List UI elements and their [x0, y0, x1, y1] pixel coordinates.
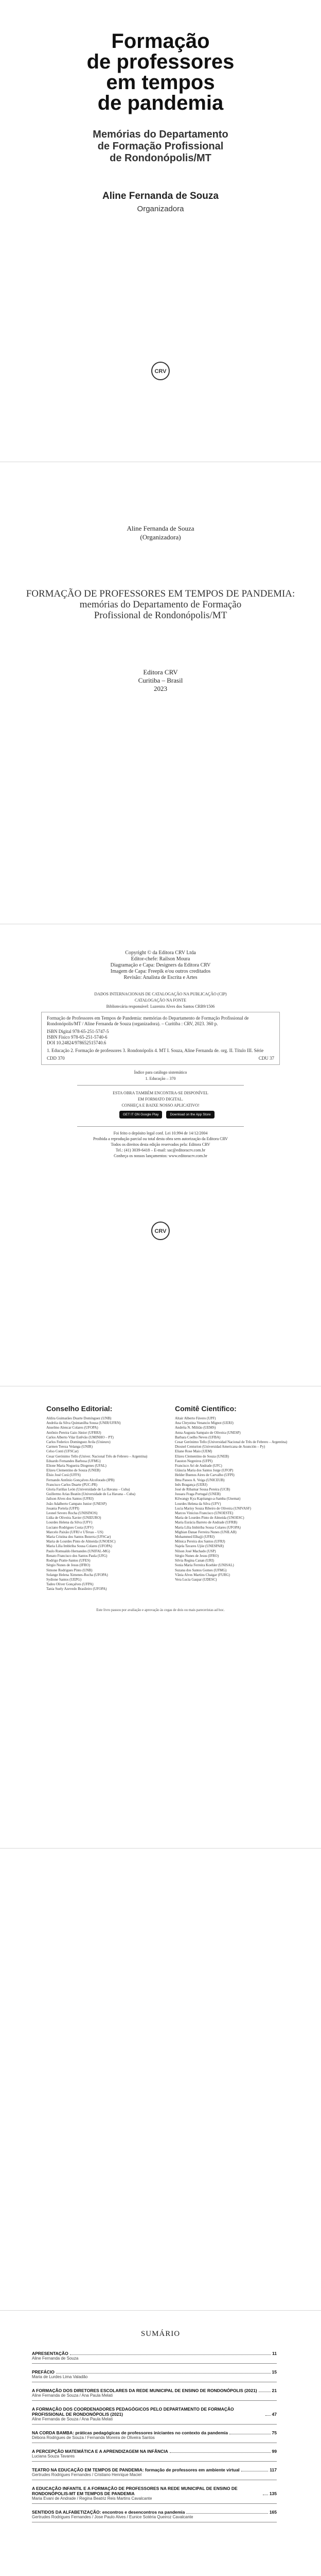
council-member: Sérgio Nunes de Jesus (IFRO) [175, 1553, 219, 1558]
council-member: Elione Maria Nogueira Diogenes (UFAL) [46, 1464, 106, 1468]
toc-dot-leader [56, 2373, 271, 2374]
toc-rule [32, 2400, 277, 2401]
council-member: Lourdes Helena da Silva (UFV) [46, 1520, 93, 1525]
peer-review-note: Este livro passou por avaliação e aprovação às cegas de dois ou mais pareceristas ad hoc. [96, 1608, 225, 1612]
toc-dot-leader [186, 2513, 268, 2514]
council-member: Helder Buenos Aires de Carvalho (UFPI) [175, 1473, 235, 1478]
council-member: Josania Portela (UFPI) [46, 1506, 79, 1511]
councils-page [0, 1386, 321, 1849]
cip-header: DADOS INTERNACIONAIS DE CATALOGAÇÃO NA PUBLICAÇÃO (CIP) CATALOGAÇÃO NA FONTE Bibliotecária responsável: Luzenira Alves dos Santos CRB9/1506 [94, 992, 227, 1009]
council-member: Cesar Gerónimo Tello (Universidad Nacional de Três de Febrero – Argentina) [175, 1440, 288, 1445]
svg-text:CRV: CRV [154, 368, 167, 375]
editorial-council-title: Conselho Editorial: [46, 1404, 113, 1413]
toc-entry[interactable] [32, 2369, 277, 2382]
toc-rule [32, 2363, 277, 2364]
council-member: Carlos Alberto Vilar Estêvão (UMINHO – PT) [46, 1435, 114, 1439]
toc-entry-authors: Aline Fernanda de Souza / Ana Paula Melati [32, 2393, 113, 2398]
council-member: Celso Conti (UFSCar) [46, 1449, 79, 1454]
council-member: Sydione Santos (UEPG) [46, 1577, 82, 1582]
toc-entry-title: PREFÁCIO [32, 2369, 55, 2375]
toc-rule [32, 2461, 277, 2462]
council-member: Simone Rodrigues Pinto (UNB) [46, 1568, 93, 1572]
council-member: Vânia Alves Martins Chaigar (FURG) [175, 1572, 230, 1577]
council-member: Maria Lília Imbiriba Sousa Colares (UFOPA) [46, 1544, 112, 1549]
toc-entry-authors: Gertrudes Rodrigues Fernandes / Jose Paulo Alves / Eunice Sotéria Queiroz Cavalcante [32, 2515, 193, 2519]
toc-entry-authors: Maria Evani de Andrade / Regina Beatriz Reis Martins Cavalcante [32, 2496, 152, 2501]
summary-title: SUMÁRIO [140, 2330, 181, 2338]
council-member: Francisco Ari de Andrade (UFC) [175, 1464, 222, 1468]
toc-entry-authors: Maria de Lurdes Lima Valadão [32, 2375, 88, 2379]
scientific-committee-list [175, 1416, 288, 1582]
council-member: Jailson Alves dos Santos (UFRJ) [46, 1497, 94, 1501]
toc-entry-title: A FORMAÇÃO DOS COORDENADORES PEDAGÓGICOS PELO DEPARTAMENTO DE FORMAÇÃO PROFISSIONAL DE RONDONÓPOLIS (2021) [32, 2406, 234, 2417]
toc-rule [32, 2424, 277, 2425]
toc-entry-authors: Débora Rodrigues de Souza / Fernanda Moreira de Oliveira Santos [32, 2435, 155, 2440]
council-member: Gloria Fariñas León (Universidade de La Havana – Cuba) [46, 1487, 130, 1492]
council-member: Renato Francisco dos Santos Paula (UFG) [46, 1553, 108, 1558]
council-member: Eduardo Fernandes Barbosa (UFMG) [46, 1459, 101, 1463]
cover-title: Formação de professores em tempos de pandemia [86, 30, 235, 114]
cover-author: Aline Fernanda de Souza [102, 191, 219, 201]
toc-entry-title: TEATRO NA EDUCAÇÃO EM TEMPOS DE PANDEMIA: formação de professores em ambiente virtual [32, 2467, 240, 2472]
council-member: João Adalberto Campato Junior (UNESP) [46, 1501, 107, 1506]
council-member: Tadeu Oliver Gonçalves (UFPA) [46, 1582, 94, 1587]
council-member: Mônica Pereira dos Santos (UFRJ) [175, 1539, 225, 1544]
council-member: Andréia da Silva Quintanilha Sousa (UNIR/UFRN) [46, 1421, 121, 1426]
toc-dot-leader [170, 2452, 271, 2453]
council-member: Andréia N. Militão (UEMS) [175, 1426, 216, 1430]
toc-entry-page: 99 [272, 2449, 277, 2454]
council-member: Elizeu Clementino de Souza (UNEB) [46, 1468, 100, 1473]
google-play-badge[interactable]: GET IT ON Google Play [119, 1111, 162, 1118]
scientific-committee-title: Comitê Científico: [175, 1404, 237, 1413]
toc-entry-page: 135 [269, 2491, 277, 2496]
half-title-title: FORMAÇÃO DE PROFESSORES EM TEMPOS DE PANDEMIA: memórias do Departamento de Formação Profissional de Rondonópolis/MT [26, 588, 295, 621]
council-member: Marcelo Paixão (UFRJ e UTexas – US) [46, 1530, 103, 1534]
council-member: Inês Bragança (UERJ) [175, 1482, 207, 1487]
toc-entry-title: A FORMAÇÃO DOS DIRETORES ESCOLARES DA REDE MUNICIPAL DE ENSINO DE RONDONÓPOLIS (2021) [32, 2388, 257, 2393]
council-member: Mohammed Elhajji (UFRJ) [175, 1535, 215, 1539]
council-member: Cesar Gerónimo Tello (Univer. Nacional Três de Febrero – Argentina) [46, 1454, 148, 1459]
toc-entry[interactable] [32, 2406, 277, 2425]
council-member: Maria Cristina dos Santos Bezerra (UFSCar) [46, 1535, 111, 1539]
cover-role: Organizadora [137, 205, 184, 213]
toc-entry-page: 75 [272, 2430, 277, 2435]
council-member: Francisco Carlos Duarte (PUC-PR) [46, 1482, 97, 1487]
council-member: Kilwangy Kya Kapitango-a-Samba (Unemat) [175, 1497, 241, 1501]
council-member: Leonel Severo Rocha (UNISINOS) [46, 1511, 98, 1516]
council-member: Carlos Federico Dominguez Avila (Unieuro) [46, 1440, 111, 1445]
council-member: Jussara Fraga Portugal (UNEB) [175, 1492, 221, 1497]
council-member: Aldira Guimarães Duarte Domínguez (UNB) [46, 1416, 112, 1420]
council-member: Diosnel Centurion (Universidad Americana de Asunción – Py) [175, 1445, 265, 1449]
divider [77, 1126, 244, 1127]
council-member: Nilson José Machado (USP) [175, 1549, 216, 1553]
council-member: Maria Lília Imbiriba Sousa Colares (UFOPA) [175, 1525, 241, 1530]
council-member: Maria de Lourdes Pinto de Almeida (UNOESC) [175, 1516, 244, 1520]
editorial-council-list [46, 1416, 148, 1592]
catalog-index: Índice para catálogo sistemático 1. Educação – 370 [134, 1070, 187, 1081]
council-member: Míghian Danae Ferreira Nunes (UNILAB) [175, 1530, 237, 1534]
toc-entry[interactable] [32, 2510, 277, 2522]
toc-entry-page: 165 [269, 2510, 277, 2515]
toc-entry-title: NA CORDA BAMBA: práticas pedagógicas de professores iniciantes no contexto da pandemia [32, 2430, 228, 2435]
council-member: Antônio Pereira Gaio Júnior (UFRRJ) [46, 1430, 101, 1435]
toc-entry[interactable] [32, 2388, 277, 2401]
council-member: Fauston Negreiros (UFPI) [175, 1459, 213, 1463]
council-member: Gláucia Maria dos Santos Jorge (UFOP) [175, 1468, 234, 1473]
council-member: Maria de Lourdes Pinto de Almeida (UNOESC) [46, 1539, 116, 1544]
half-title-publisher: Editora CRV Curitiba – Brasil 2023 [138, 668, 183, 692]
council-member: Altair Alberto Fávero (UPF) [175, 1416, 216, 1420]
app-store-badge[interactable]: Download on the App Store [166, 1111, 214, 1118]
council-member: Maria Eurácia Barreto de Andrade (UFRB) [175, 1520, 238, 1525]
toc-entry[interactable] [32, 2449, 277, 2462]
toc-entry-authors: Luciana Souza Tavares [32, 2454, 75, 2459]
council-member: Élsio José Corá (UFFS) [46, 1473, 81, 1478]
cip-box: Formação de Professores em Tempos de Pandemia: memórias do Departamento de Formação Profissional de Rondonópolis/MT / Aline Fernanda de Souza (organizadora). – Curitiba : CRV, 2023. 360 p. ISBN Digital 978-65-251-5747-5 ISBN Físico 978-65-251-5740-6 DOI 10.24824/978652515740.6 1. Educação 2. Formação de professores 3. Rondonópolis 4. MT I. Souza, Aline Fernanda de. org. II. Título III. Série CDD 370 CDU 37 [41, 1012, 280, 1065]
council-member: Guillermo Arias Beatón (Universidade de La Havana – Cuba) [46, 1492, 136, 1497]
cdd-code: CDD 370 [47, 1056, 65, 1061]
crv-logo-icon [150, 1221, 171, 1241]
toc-entry[interactable] [32, 2467, 277, 2480]
toc-entry-page: 15 [272, 2369, 277, 2375]
summary-page-1 [0, 2311, 321, 2576]
half-title-author: Aline Fernanda de Souza (Organizadora) [127, 524, 194, 541]
half-title-page [0, 462, 321, 924]
council-member: Sonia Maria Ferreira Koehler (UNISAL) [175, 1563, 234, 1568]
council-member: Silvia Regina Canan (URI) [175, 1558, 215, 1563]
toc-list-1 [32, 2351, 277, 2528]
publisher-contact: Foi feito o depósito legal conf. Lei 10.994 de 14/12/2004 Proibida a reprodução parcial ou total desta obra sem autorização da Editora CRV Todos os direitos desta edição reservados pela: Editora CRV Tel.: (41) 3039-6418 – E-mail: sac@editoracrv.com.br Conheça os nossos lançamentos: www.editoracrv.com.br [93, 1131, 228, 1158]
council-member: Paulo Romualdo Hernandes (UNIFAL-MG) [46, 1549, 110, 1553]
toc-entry[interactable] [32, 2351, 277, 2364]
council-member: Ana Chrystina Venancio Mignot (UERJ) [175, 1421, 234, 1426]
toc-entry-title: A PERCEPÇÃO MATEMÁTICA E A APRENDIZAGEM NA INFÂNCIA [32, 2449, 168, 2454]
council-member: Elizeu Clementino de Souza (UNEB) [175, 1454, 229, 1459]
svg-text:CRV: CRV [154, 1228, 167, 1234]
toc-entry[interactable] [32, 2430, 277, 2443]
council-member: José de Ribamar Sousa Pereira (UCB) [175, 1487, 230, 1492]
toc-entry-title: APRESENTAÇÃO [32, 2351, 68, 2356]
blank-page [0, 1849, 321, 2311]
toc-entry-authors: Gertrudes Rodrigues Fernandes / Cristiano Henrique Maciel [32, 2472, 141, 2477]
council-member: Carmen Tereza Velanga (UNIR) [46, 1445, 93, 1449]
toc-entry-page: 117 [270, 2467, 277, 2472]
council-member: Solange Helena Ximenes-Rocha (UFOPA) [46, 1572, 108, 1577]
council-member: Lourdes Helena da Silva (UFV) [175, 1501, 221, 1506]
divider [77, 1085, 244, 1086]
council-member: Rodrigo Pratte-Santos (UFES) [46, 1558, 91, 1563]
toc-entry-page: 11 [272, 2351, 277, 2356]
council-member: Lucia Marisy Souza Ribeiro de Oliveira (UNIVASF) [175, 1506, 252, 1511]
toc-entry[interactable] [32, 2486, 277, 2504]
cover-subtitle: Memórias do Departamento de Formação Profissional de Rondonópolis/MT [93, 129, 228, 164]
copyright-credits: Copyright © da Editora CRV Ltda Editor-chefe: Railson Moura Diagramação e Capa: Designers da Editora CRV Imagem de Capa: Freepik e/ou outros creditados Revisão: Analista de Escrita e Artes [110, 950, 211, 980]
council-member: Suzana dos Santos Gomes (UFMG) [175, 1568, 227, 1572]
toc-entry-page: 47 [272, 2412, 277, 2417]
council-member: Vera Lucia Gaspar (UDESC) [175, 1577, 217, 1582]
council-member: Lídia de Oliveira Xavier (UNIEURO) [46, 1516, 101, 1520]
toc-entry-authors: Aline Fernanda de Souza / Ana Paula Melati [32, 2417, 113, 2421]
toc-entry-title: SENTIDOS DA ALFABETIZAÇÃO: encontros e desencontros na pandemia [32, 2510, 185, 2515]
council-member: Luciano Rodrigues Costa (UFV) [46, 1525, 94, 1530]
toc-entry-title: A EDUCAÇÃO INFANTIL E A FORMAÇÃO DE PROFESSORES NA REDE MUNICIPAL DE ENSINO DE RONDONÓPOLIS-MT EM TEMPOS DE PANDEMIA [32, 2486, 238, 2496]
app-badges [119, 1111, 215, 1118]
copyright-page [0, 924, 321, 1386]
council-member: Fernando Antônio Gonçalves Alcoforado (IPB) [46, 1478, 115, 1482]
toc-dot-leader [70, 2354, 271, 2355]
council-member: Anna Augusta Sampaio de Oliveira (UNESP) [175, 1430, 241, 1435]
council-member: Eliane Rose Maio (UEM) [175, 1449, 212, 1454]
council-member: Marcos Vinicius Francisco (UNOESTE) [175, 1511, 234, 1516]
toc-dot-leader [265, 2415, 271, 2416]
council-member: Tania Suely Azevedo Brasileiro (UFOPA) [46, 1587, 107, 1591]
council-member: Barbara Coelho Neves (UFBA) [175, 1435, 221, 1439]
digital-notice: ESTA OBRA TAMBÉM ENCONTRA-SE DISPONÍVEL EM FORMATO DIGITAL. CONHEÇA E BAIXE NOSSO APLICATIVO! [113, 1091, 208, 1108]
toc-entry-authors: Aline Fernanda de Souza [32, 2356, 79, 2361]
council-member: Najela Tavares Ujiie (UNESPAR) [175, 1544, 224, 1549]
council-member: Sérgio Nunes de Jesus (IFRO) [46, 1563, 91, 1568]
cover-page [0, 0, 321, 462]
council-member: Ilma Passos A. Veiga (UNICEUB) [175, 1478, 225, 1482]
toc-entry-page: 21 [272, 2388, 277, 2393]
council-member: Anselmo Alencar Colares (UFOPA) [46, 1426, 98, 1430]
crv-logo-icon [150, 361, 171, 381]
cdu-code: CDU 37 [258, 1056, 274, 1061]
toc-rule [32, 2503, 277, 2504]
